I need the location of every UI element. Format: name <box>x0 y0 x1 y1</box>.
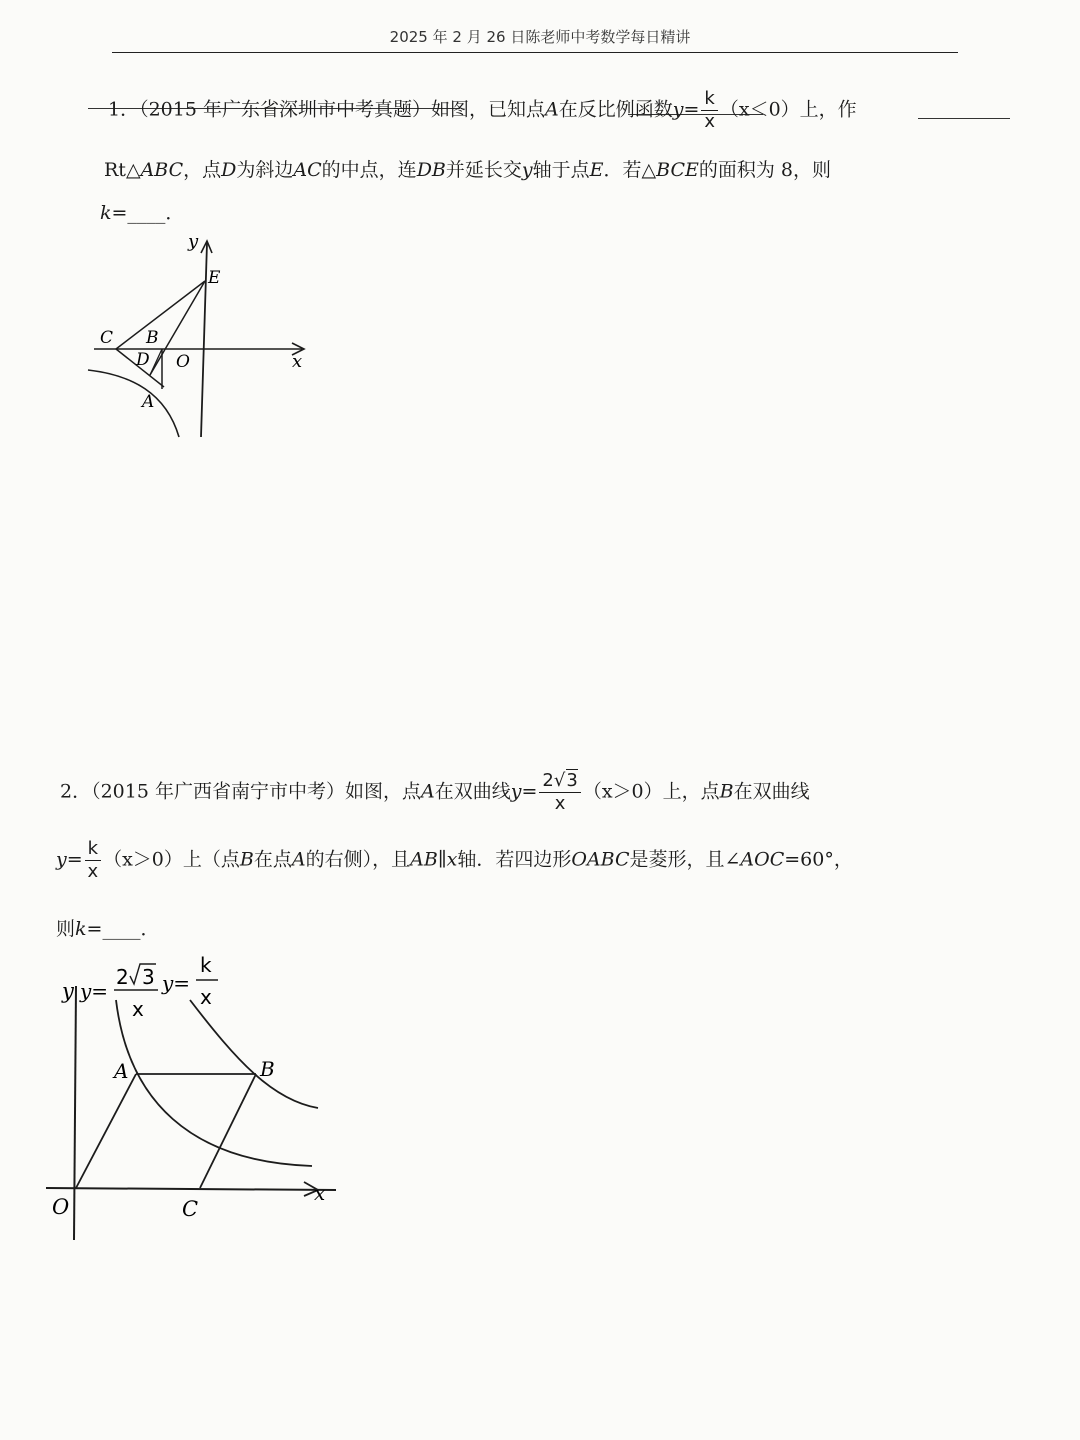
problem2-text-a: 如图，点 <box>345 780 422 803</box>
curve1-fraction <box>114 964 158 1021</box>
label-E: E <box>208 268 221 288</box>
problem1-answer-line <box>100 198 184 225</box>
label-C: C <box>182 1197 199 1221</box>
problem2-source: （2015 年广西省南宁市中考） <box>91 780 345 803</box>
triangle-ABC: ABC <box>140 159 184 181</box>
label-x: x <box>292 351 303 372</box>
problem2-line2-a: （x＞0）上（点 <box>103 848 240 871</box>
problem1-source: （2015 年广东省深圳市中考真题） <box>139 98 431 121</box>
curve2-num: k <box>200 953 212 977</box>
radicand: 3 <box>566 770 578 791</box>
label-B: B <box>146 328 159 348</box>
point-A: A <box>421 780 435 803</box>
problem2-number: 2． <box>60 780 92 803</box>
point-D: D <box>221 159 237 181</box>
coefficient: 2 <box>542 770 554 791</box>
label-y: y <box>188 231 199 252</box>
x-axis-ref: x <box>446 848 458 871</box>
label-x: x <box>314 1181 326 1205</box>
problem1-line2-d: 的中点，连 <box>321 159 417 181</box>
hyperbola-branch <box>88 370 179 437</box>
label-O: O <box>52 1195 70 1219</box>
then-word: 则 <box>56 918 76 940</box>
problem1-number: 1． <box>108 98 140 121</box>
fraction-2root3-over-x <box>539 770 580 815</box>
fraction-numerator: 2√3 <box>542 770 578 791</box>
fraction-k-over-x <box>701 88 717 133</box>
problem1-line2-h: 的面积为 8，则 <box>698 159 832 181</box>
segment-CE <box>116 281 205 349</box>
point-B: B <box>719 780 734 803</box>
fraction-k-over-x <box>85 838 101 883</box>
fraction-numerator: k <box>704 88 715 109</box>
segment-BD <box>150 349 162 375</box>
fraction-denominator: x <box>701 110 717 133</box>
problem1-line2-b: ，点 <box>183 159 222 181</box>
problem1-line2-c: 为斜边 <box>236 159 294 181</box>
problem1-condition: （x＜0）上，作 <box>719 98 857 121</box>
fraction-denominator: x <box>85 860 101 883</box>
problem2-text-b: 在双曲线 <box>434 780 511 803</box>
segment-DB: DB <box>416 159 446 181</box>
k-variable: k <box>75 918 87 940</box>
label-B: B <box>260 1057 275 1081</box>
problem2-line2-b: 在点 <box>253 848 292 871</box>
problem2-line2 <box>56 838 853 883</box>
answer-blank: =____． <box>86 918 160 940</box>
curve1-rad: 3 <box>142 965 155 989</box>
k-variable: k <box>100 202 112 224</box>
problem1-line2 <box>104 155 831 182</box>
fraction-denominator: x <box>539 792 580 815</box>
curve-k-over-x <box>190 1000 318 1108</box>
triangle-BCE: BCE <box>656 159 699 181</box>
curve1-den: x <box>132 997 144 1021</box>
label-O: O <box>176 352 190 372</box>
segment-OA <box>76 1074 136 1188</box>
y-equals: y= <box>672 98 700 121</box>
problem2-figure <box>40 950 340 1250</box>
segment-AC: AC <box>293 159 322 181</box>
y-equals: y= <box>56 848 83 871</box>
point-E: E <box>589 159 604 181</box>
problem1-figure <box>80 225 340 450</box>
rt-triangle: Rt△ <box>104 159 141 181</box>
label-A: A <box>114 1059 129 1083</box>
label-C: C <box>100 328 114 348</box>
problem2-line2-f: 是菱形，且∠ <box>629 848 741 871</box>
angle-AOC: AOC <box>740 848 785 871</box>
problem2-line2-e: 轴．若四边形 <box>457 848 572 871</box>
problem1-line1 <box>108 88 857 133</box>
y-axis <box>74 986 76 1240</box>
page-header: 2025 年 2 月 26 日陈老师中考数学每日精讲 <box>389 28 691 46</box>
y-equals: y= <box>510 780 538 803</box>
point-A: A <box>545 98 559 121</box>
curve2-fraction <box>196 953 218 1009</box>
problem1-line2-e: 并延长交 <box>445 159 522 181</box>
header-rule <box>112 52 958 53</box>
y-axis-ref: y <box>521 159 533 181</box>
segment-BC <box>200 1074 256 1188</box>
answer-blank: =____． <box>111 202 185 224</box>
parallel-symbol: ∥ <box>437 848 447 871</box>
label-D: D <box>136 350 150 370</box>
point-B: B <box>239 848 254 871</box>
problem2-line2-c: 的右侧），且 <box>305 848 411 871</box>
problem1-line2-g: ．若△ <box>603 159 657 181</box>
label-y: y <box>62 979 74 1003</box>
problem2-answer-line <box>56 914 159 941</box>
problem1-line2-f: 轴于点 <box>532 159 590 181</box>
x-axis <box>46 1188 336 1190</box>
problem1-text-a: 如图，已知点 <box>431 98 546 121</box>
curve2-eq: y= <box>162 971 191 995</box>
curve2-den: x <box>200 985 212 1009</box>
y-axis <box>201 243 207 437</box>
point-A: A <box>291 848 306 871</box>
quadrilateral-OABC: OABC <box>571 848 630 871</box>
curve1-eq: y= <box>80 979 109 1003</box>
curve-2root3-over-x <box>116 1000 312 1166</box>
strike-line-tail <box>918 118 1010 119</box>
problem1-text-b: 在反比例函数 <box>558 98 673 121</box>
fraction-numerator: k <box>87 838 99 859</box>
segment-AB: AB <box>410 848 438 871</box>
label-A: A <box>142 392 155 412</box>
problem2-line1 <box>60 770 810 815</box>
curve1-coef: 2 <box>116 965 129 989</box>
problem2-condition-b: 在双曲线 <box>733 780 810 803</box>
problem2-condition-a: （x＞0）上，点 <box>582 780 720 803</box>
problem2-line2-g: =60°， <box>784 848 853 871</box>
